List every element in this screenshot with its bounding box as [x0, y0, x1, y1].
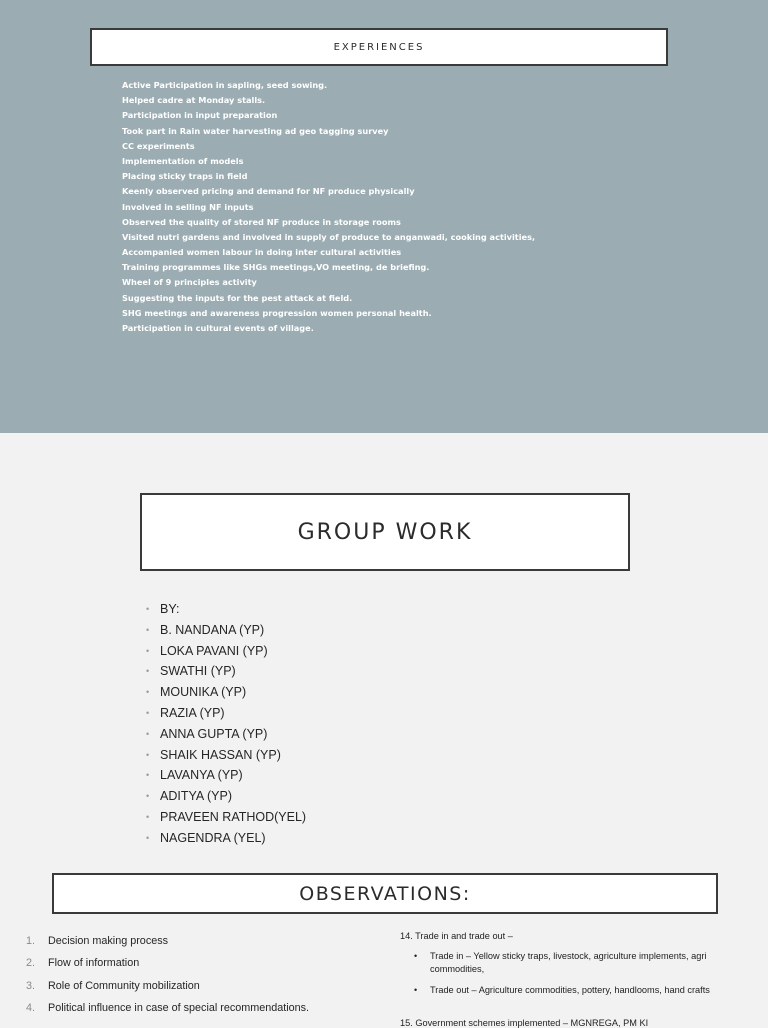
observation-text: Flow of information: [48, 957, 140, 970]
group-member-name: SHAIK HASSAN (YP): [160, 747, 281, 762]
observations-numbered-list: [26, 930, 309, 1019]
trade-heading: 14. Trade in and trade out –: [400, 931, 513, 941]
bullet-icon: •: [146, 707, 150, 718]
group-member-item: [146, 745, 306, 766]
observation-item: [26, 930, 309, 952]
bullet-icon: •: [146, 604, 150, 614]
group-member-name: MOUNIKA (YP): [160, 685, 247, 700]
bullet-icon: •: [146, 624, 150, 635]
bullet-icon: •: [414, 985, 418, 995]
bullet-icon: •: [146, 666, 150, 677]
observations-title: OBSERVATIONS:: [299, 882, 471, 905]
group-member-item: [146, 620, 306, 641]
trade-sub-item: [400, 984, 738, 997]
group-members-list: [146, 599, 306, 849]
trade-sub-list: [400, 950, 750, 997]
bullet-icon: •: [146, 687, 150, 698]
observation-text: Decision making process: [48, 935, 169, 947]
group-member-name: SWATHI (YP): [160, 664, 236, 679]
experience-item: Implementation of models: [122, 155, 244, 166]
group-member-item: [146, 703, 306, 724]
bullet-icon: •: [146, 645, 150, 656]
bullet-icon: •: [146, 749, 150, 760]
bullet-icon: •: [146, 770, 150, 781]
group-member-item: [146, 724, 306, 745]
experiences-list: [122, 78, 535, 336]
experience-item: Active Participation in sapling, seed sowing.: [122, 80, 328, 90]
experience-item: Placing sticky traps in field: [122, 171, 248, 182]
trade-sub-text: Trade in – Yellow sticky traps, livestock, agriculture implements, agri commodities,: [430, 951, 707, 974]
observation-text: Political influence in case of special recommendations.: [48, 1001, 310, 1014]
group-member-item: [146, 828, 306, 849]
group-member-name: PRAVEEN RATHOD(YEL): [160, 809, 307, 824]
bullet-icon: •: [414, 951, 418, 961]
observation-item: [26, 975, 309, 997]
group-member-name: BY:: [160, 602, 180, 616]
group-work-title-box: [140, 493, 630, 571]
group-member-item: [146, 786, 306, 807]
group-member-name: LAVANYA (YP): [160, 768, 243, 783]
trade-sub-item: [400, 950, 738, 976]
experience-item: Keenly observed pricing and demand for NF produce physically: [122, 186, 415, 197]
group-member-item: [146, 765, 306, 786]
bullet-icon: •: [146, 832, 150, 843]
group-member-name: NAGENDRA (YEL): [160, 830, 266, 845]
group-member-item: [146, 807, 306, 828]
observation-number: 1.: [26, 935, 36, 947]
bullet-icon: •: [146, 728, 150, 739]
observation-number: 4.: [26, 1001, 36, 1014]
experience-item: Participation in cultural events of village.: [122, 323, 314, 333]
experience-item: Suggesting the inputs for the pest attack at field.: [122, 292, 353, 303]
bullet-icon: •: [146, 811, 150, 822]
group-member-name: B. NANDANA (YP): [160, 622, 265, 637]
observation-item: [26, 997, 309, 1019]
group-member-name: RAZIA (YP): [160, 705, 225, 720]
group-work-title: GROUP WORK: [297, 519, 473, 545]
schemes-heading-partial: 15. Government schemes implemented – MGNREGA, PM KI: [400, 1018, 649, 1028]
bullet-icon: •: [146, 791, 150, 802]
observation-text: Role of Community mobilization: [48, 979, 200, 992]
observation-number: 3.: [26, 979, 36, 992]
experience-item: Involved in selling NF inputs: [122, 201, 254, 212]
group-member-item: [146, 641, 306, 662]
experience-item: Training programmes like SHGs meetings,VO meeting, de briefing.: [122, 262, 430, 273]
experiences-title: EXPERIENCES: [333, 41, 425, 53]
group-member-item: [146, 599, 306, 620]
trade-sub-text: Trade out – Agriculture commodities, pottery, handlooms, hand crafts: [430, 985, 710, 995]
group-member-name: LOKA PAVANI (YP): [160, 643, 268, 658]
group-member-name: ANNA GUPTA (YP): [160, 726, 268, 741]
experiences-title-box: [90, 28, 668, 66]
experience-item: Observed the quality of stored NF produce in storage rooms: [122, 216, 401, 227]
group-member-item: [146, 661, 306, 682]
experience-item: CC experiments: [122, 140, 195, 151]
experience-item: Participation in input preparation: [122, 110, 278, 121]
experience-item: Accompanied women labour in doing inter cultural activities: [122, 247, 402, 258]
group-member-name: ADITYA (YP): [160, 789, 233, 804]
experiences-slide: [0, 0, 768, 433]
observations-title-box: [52, 873, 718, 914]
observations-right-column: [400, 930, 750, 1028]
experience-item: Helped cadre at Monday stalls.: [122, 95, 266, 106]
experience-item: Wheel of 9 principles activity: [122, 277, 257, 288]
experience-item: SHG meetings and awareness progression women personal health.: [122, 307, 432, 318]
experience-item: Took part in Rain water harvesting ad geo tagging survey: [122, 125, 389, 136]
group-member-item: [146, 682, 306, 703]
observation-item: [26, 952, 309, 974]
observation-number: 2.: [26, 957, 36, 970]
experience-item: Visited nutri gardens and involved in supply of produce to anganwadi, cooking activities,: [122, 231, 536, 242]
